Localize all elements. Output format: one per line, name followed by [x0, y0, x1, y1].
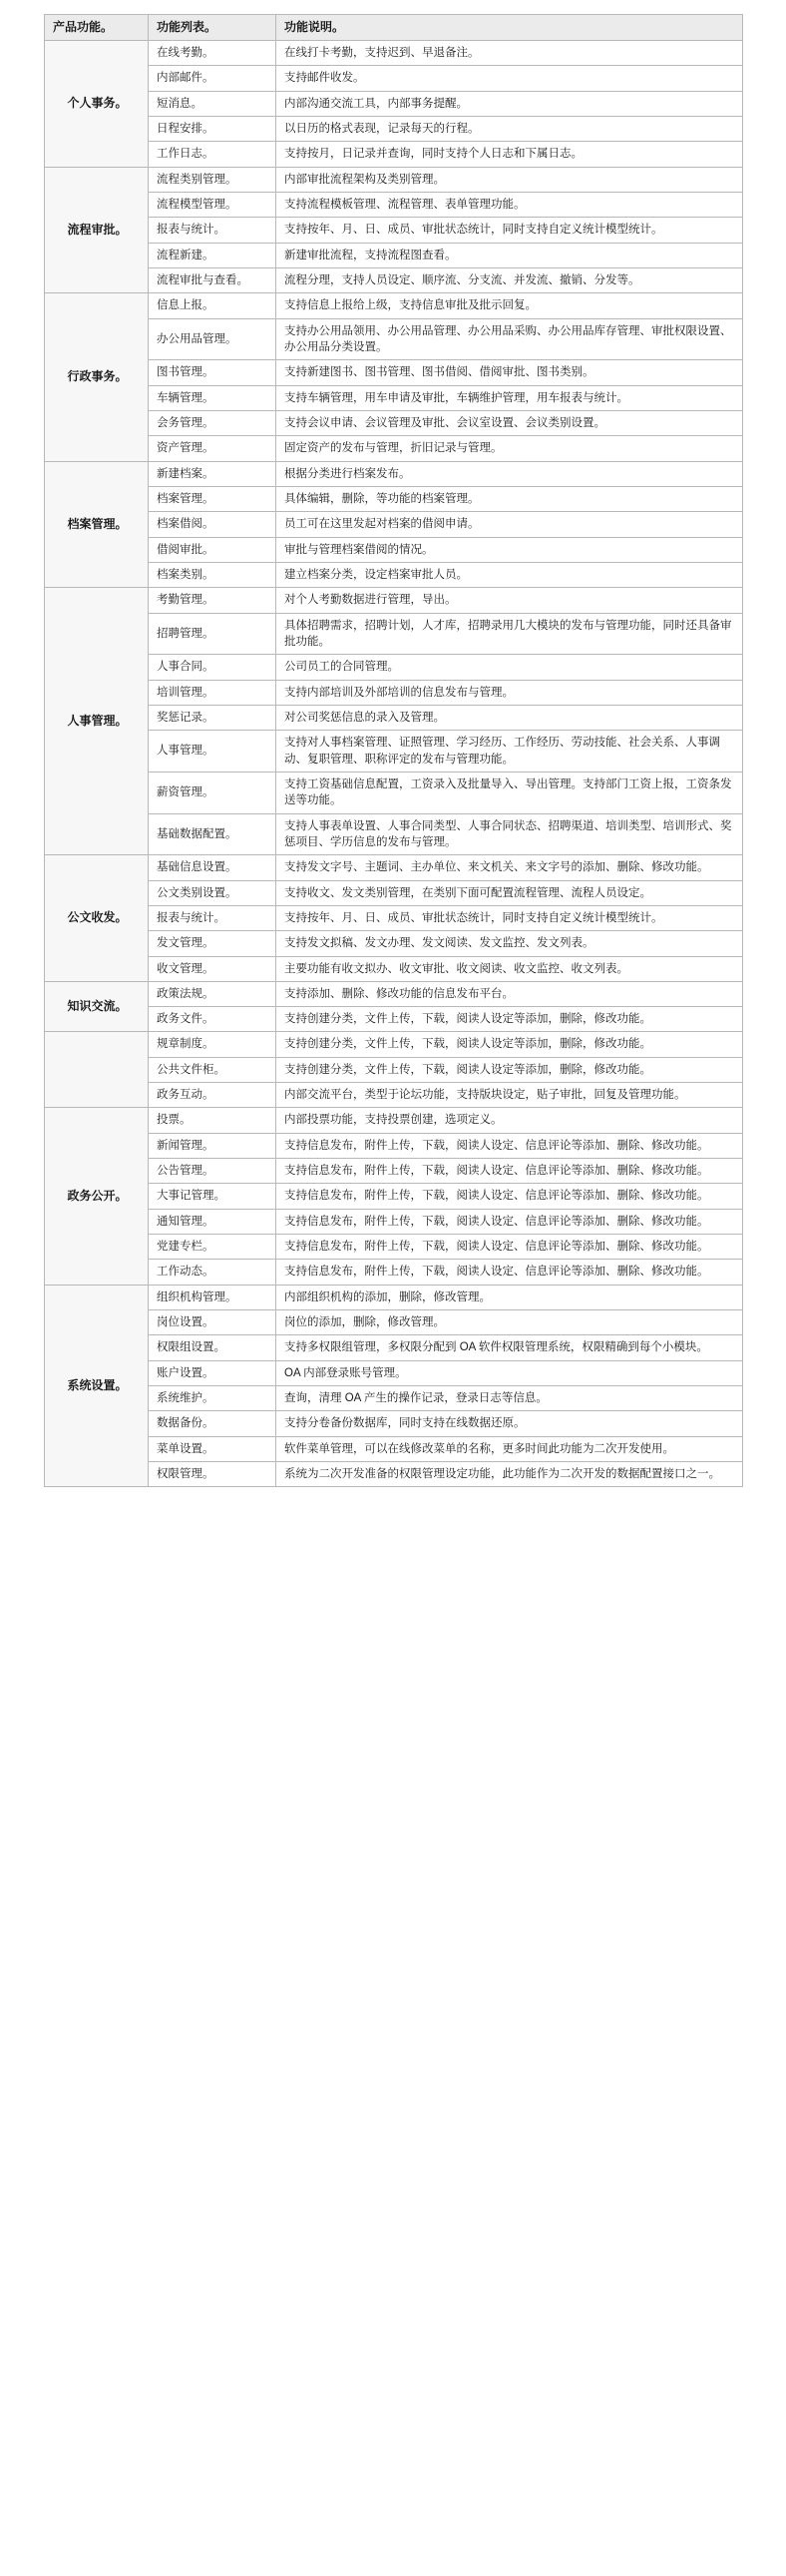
table-row — [45, 1360, 743, 1385]
table-row — [45, 267, 743, 292]
table-row — [45, 1235, 743, 1260]
function-item-cell: 账户设置。 — [149, 1360, 276, 1385]
column-header-function-description: 功能说明。 — [276, 15, 743, 41]
function-item-cell: 人事合同。 — [149, 655, 276, 680]
column-header-function-list: 功能列表。 — [149, 15, 276, 41]
function-description-cell: 支持按年、月、日、成员、审批状态统计，同时支持自定义统计模型统计。 — [276, 905, 743, 930]
product-feature-table — [44, 14, 743, 1487]
table-row — [45, 66, 743, 91]
function-item-cell: 招聘管理。 — [149, 613, 276, 655]
function-item-cell: 权限组设置。 — [149, 1335, 276, 1360]
function-item-cell: 档案借阅。 — [149, 512, 276, 537]
table-row — [45, 167, 743, 192]
table-row — [45, 1057, 743, 1082]
function-description-cell: 内部沟通交流工具，内部事务提醒。 — [276, 91, 743, 116]
function-description-cell: 支持新建图书、图书管理、图书借阅、借阅审批、图书类别。 — [276, 360, 743, 385]
function-item-cell: 系统维护。 — [149, 1386, 276, 1411]
table-header-row — [45, 15, 743, 41]
function-item-cell: 培训管理。 — [149, 680, 276, 705]
function-description-cell: 岗位的添加，删除，修改管理。 — [276, 1310, 743, 1335]
function-item-cell: 公告管理。 — [149, 1159, 276, 1184]
table-row — [45, 1285, 743, 1309]
function-description-cell: 支持按年、月、日、成员、审批状态统计，同时支持自定义统计模型统计。 — [276, 218, 743, 243]
function-description-cell: 支持信息发布，附件上传，下载，阅读人设定、信息评论等添加、删除、修改功能。 — [276, 1184, 743, 1209]
group-label-cell: 知识交流。 — [45, 981, 149, 1032]
function-description-cell: 内部组织机构的添加，删除，修改管理。 — [276, 1285, 743, 1309]
function-description-cell: 固定资产的发布与管理，折旧记录与管理。 — [276, 436, 743, 461]
table-row — [45, 486, 743, 511]
table-row — [45, 813, 743, 855]
table-row — [45, 41, 743, 66]
table-row — [45, 243, 743, 267]
function-item-cell: 档案管理。 — [149, 486, 276, 511]
table-row — [45, 512, 743, 537]
function-item-cell: 党建专栏。 — [149, 1235, 276, 1260]
function-item-cell: 发文管理。 — [149, 931, 276, 956]
function-item-cell: 会务管理。 — [149, 410, 276, 435]
function-description-cell: 支持信息发布，附件上传，下载，阅读人设定、信息评论等添加、删除、修改功能。 — [276, 1133, 743, 1158]
table-row — [45, 905, 743, 930]
function-item-cell: 奖惩记录。 — [149, 705, 276, 730]
function-item-cell: 新建档案。 — [149, 461, 276, 486]
function-item-cell: 大事记管理。 — [149, 1184, 276, 1209]
table-row — [45, 956, 743, 981]
group-label-cell: 档案管理。 — [45, 461, 149, 588]
column-header-product-function: 产品功能。 — [45, 15, 149, 41]
function-item-cell: 政务互动。 — [149, 1083, 276, 1108]
function-item-cell: 基础信息设置。 — [149, 855, 276, 880]
function-description-cell: 支持邮件收发。 — [276, 66, 743, 91]
function-description-cell: 建立档案分类，设定档案审批人员。 — [276, 562, 743, 587]
function-item-cell: 规章制度。 — [149, 1032, 276, 1057]
function-item-cell: 流程新建。 — [149, 243, 276, 267]
function-description-cell: 支持流程模板管理、流程管理、表单管理功能。 — [276, 193, 743, 218]
function-description-cell: 员工可在这里发起对档案的借阅申请。 — [276, 512, 743, 537]
function-description-cell: 主要功能有收文拟办、收文审批、收文阅读、收文监控、收文列表。 — [276, 956, 743, 981]
table-row — [45, 588, 743, 613]
function-item-cell: 组织机构管理。 — [149, 1285, 276, 1309]
function-description-cell: 支持多权限组管理，多权限分配到 OA 软件权限管理系统，权限精确到每个小模块。 — [276, 1335, 743, 1360]
function-description-cell: 支持发文字号、主题词、主办单位、来文机关、来文字号的添加、删除、修改功能。 — [276, 855, 743, 880]
function-description-cell: 以日历的格式表现，记录每天的行程。 — [276, 117, 743, 142]
table-body — [45, 41, 743, 1487]
table-row — [45, 680, 743, 705]
function-description-cell: 审批与管理档案借阅的情况。 — [276, 537, 743, 562]
function-item-cell: 菜单设置。 — [149, 1436, 276, 1461]
function-description-cell: 具体招聘需求，招聘计划，人才库，招聘录用几大模块的发布与管理功能，同时还具备审批功能。 — [276, 613, 743, 655]
table-row — [45, 1108, 743, 1133]
table-header — [45, 15, 743, 41]
table-row — [45, 218, 743, 243]
function-item-cell: 公共文件柜。 — [149, 1057, 276, 1082]
group-label-cell — [45, 1032, 149, 1108]
function-description-cell: 软件菜单管理，可以在线修改菜单的名称，更多时间此功能为二次开发使用。 — [276, 1436, 743, 1461]
function-description-cell: 支持信息发布，附件上传，下载，阅读人设定、信息评论等添加、删除、修改功能。 — [276, 1260, 743, 1285]
function-item-cell: 报表与统计。 — [149, 218, 276, 243]
function-description-cell: 支持创建分类，文件上传，下载，阅读人设定等添加，删除，修改功能。 — [276, 1057, 743, 1082]
table-row — [45, 193, 743, 218]
table-row — [45, 1007, 743, 1032]
function-description-cell: 支持按月，日记录并查询，同时支持个人日志和下属日志。 — [276, 142, 743, 167]
group-label-cell: 个人事务。 — [45, 41, 149, 168]
function-item-cell: 人事管理。 — [149, 731, 276, 773]
table-row — [45, 1310, 743, 1335]
table-row — [45, 613, 743, 655]
group-label-cell: 人事管理。 — [45, 588, 149, 855]
function-item-cell: 短消息。 — [149, 91, 276, 116]
function-description-cell: 支持人事表单设置、人事合同类型、人事合同状态、招聘渠道、培训类型、培训形式、奖惩项目、学历信息的发布与管理。 — [276, 813, 743, 855]
function-item-cell: 投票。 — [149, 1108, 276, 1133]
function-item-cell: 信息上报。 — [149, 293, 276, 318]
function-item-cell: 借阅审批。 — [149, 537, 276, 562]
table-row — [45, 772, 743, 813]
function-description-cell: 支持内部培训及外部培训的信息发布与管理。 — [276, 680, 743, 705]
function-description-cell: 支持办公用品领用、办公用品管理、办公用品采购、办公用品库存管理、审批权限设置、办公用品分类设置。 — [276, 318, 743, 360]
function-description-cell: 支持信息上报给上级，支持信息审批及批示回复。 — [276, 293, 743, 318]
table-row — [45, 142, 743, 167]
table-row — [45, 705, 743, 730]
function-description-cell: 支持会议申请、会议管理及审批、会议室设置、会议类别设置。 — [276, 410, 743, 435]
group-label-cell: 政务公开。 — [45, 1108, 149, 1285]
table-row — [45, 461, 743, 486]
table-row — [45, 880, 743, 905]
group-label-cell: 公文收发。 — [45, 855, 149, 982]
function-description-cell: 支持车辆管理，用车申请及审批，车辆维护管理，用车报表与统计。 — [276, 385, 743, 410]
table-row — [45, 931, 743, 956]
function-description-cell: 支持信息发布，附件上传，下载，阅读人设定、信息评论等添加、删除、修改功能。 — [276, 1159, 743, 1184]
function-item-cell: 工作日志。 — [149, 142, 276, 167]
function-description-cell: 支持发文拟稿、发文办理、发文阅读、发文监控、发文列表。 — [276, 931, 743, 956]
function-item-cell: 岗位设置。 — [149, 1310, 276, 1335]
function-description-cell: 在线打卡考勤，支持迟到、早退备注。 — [276, 41, 743, 66]
function-description-cell: 新建审批流程，支持流程图查看。 — [276, 243, 743, 267]
table-row — [45, 1386, 743, 1411]
function-item-cell: 车辆管理。 — [149, 385, 276, 410]
group-label-cell: 行政事务。 — [45, 293, 149, 461]
table-row — [45, 91, 743, 116]
table-row — [45, 1184, 743, 1209]
function-item-cell: 流程类别管理。 — [149, 167, 276, 192]
table-row — [45, 410, 743, 435]
function-item-cell: 薪资管理。 — [149, 772, 276, 813]
table-row — [45, 360, 743, 385]
table-row — [45, 117, 743, 142]
table-row — [45, 1159, 743, 1184]
table-row — [45, 1462, 743, 1487]
table-row — [45, 385, 743, 410]
table-row — [45, 1411, 743, 1436]
table-row — [45, 293, 743, 318]
table-row — [45, 855, 743, 880]
table-row — [45, 1209, 743, 1234]
table-row — [45, 1133, 743, 1158]
function-description-cell: 支持添加、删除、修改功能的信息发布平台。 — [276, 981, 743, 1006]
function-item-cell: 报表与统计。 — [149, 905, 276, 930]
function-description-cell: 内部交流平台，类型于论坛功能，支持版块设定，贴子审批，回复及管理功能。 — [276, 1083, 743, 1108]
function-description-cell: 支持信息发布，附件上传，下载，阅读人设定、信息评论等添加、删除、修改功能。 — [276, 1209, 743, 1234]
table-row — [45, 562, 743, 587]
function-item-cell: 新闻管理。 — [149, 1133, 276, 1158]
function-item-cell: 流程模型管理。 — [149, 193, 276, 218]
table-row — [45, 1436, 743, 1461]
group-label-cell: 系统设置。 — [45, 1285, 149, 1487]
function-item-cell: 权限管理。 — [149, 1462, 276, 1487]
table-row — [45, 537, 743, 562]
function-description-cell: 支持对人事档案管理、证照管理、学习经历、工作经历、劳动技能、社会关系、人事调动、复职管理、职称评定的发布与管理功能。 — [276, 731, 743, 773]
function-description-cell: 支持分卷备份数据库，同时支持在线数据还原。 — [276, 1411, 743, 1436]
function-item-cell: 政务文件。 — [149, 1007, 276, 1032]
function-item-cell: 日程安排。 — [149, 117, 276, 142]
table-row — [45, 1335, 743, 1360]
function-description-cell: 支持创建分类，文件上传，下载，阅读人设定等添加，删除，修改功能。 — [276, 1032, 743, 1057]
table-row — [45, 981, 743, 1006]
function-description-cell: 根据分类进行档案发布。 — [276, 461, 743, 486]
function-description-cell: 支持创建分类，文件上传，下载，阅读人设定等添加，删除，修改功能。 — [276, 1007, 743, 1032]
function-description-cell: 流程分理，支持人员设定、顺序流、分支流、并发流、撤销、分发等。 — [276, 267, 743, 292]
function-item-cell: 内部邮件。 — [149, 66, 276, 91]
function-item-cell: 收文管理。 — [149, 956, 276, 981]
function-description-cell: 具体编辑，删除，等功能的档案管理。 — [276, 486, 743, 511]
function-description-cell: 支持信息发布，附件上传，下载，阅读人设定、信息评论等添加、删除、修改功能。 — [276, 1235, 743, 1260]
function-description-cell: 对公司奖惩信息的录入及管理。 — [276, 705, 743, 730]
table-row — [45, 1032, 743, 1057]
function-item-cell: 图书管理。 — [149, 360, 276, 385]
function-description-cell: 查询，清理 OA 产生的操作记录，登录日志等信息。 — [276, 1386, 743, 1411]
function-description-cell: 公司员工的合同管理。 — [276, 655, 743, 680]
function-item-cell: 数据备份。 — [149, 1411, 276, 1436]
function-item-cell: 在线考勤。 — [149, 41, 276, 66]
function-description-cell: 系统为二次开发准备的权限管理设定功能，此功能作为二次开发的数据配置接口之一。 — [276, 1462, 743, 1487]
function-item-cell: 资产管理。 — [149, 436, 276, 461]
function-description-cell: 内部审批流程架构及类别管理。 — [276, 167, 743, 192]
table-row — [45, 436, 743, 461]
function-item-cell: 通知管理。 — [149, 1209, 276, 1234]
table-row — [45, 1083, 743, 1108]
function-description-cell: 对个人考勤数据进行管理，导出。 — [276, 588, 743, 613]
function-description-cell: 支持收文、发文类别管理，在类别下面可配置流程管理、流程人员设定。 — [276, 880, 743, 905]
function-item-cell: 公文类别设置。 — [149, 880, 276, 905]
table-row — [45, 655, 743, 680]
function-item-cell: 档案类别。 — [149, 562, 276, 587]
table-row — [45, 318, 743, 360]
table-row — [45, 1260, 743, 1285]
function-item-cell: 政策法规。 — [149, 981, 276, 1006]
group-label-cell: 流程审批。 — [45, 167, 149, 293]
function-item-cell: 基础数据配置。 — [149, 813, 276, 855]
function-item-cell: 办公用品管理。 — [149, 318, 276, 360]
function-description-cell: OA 内部登录账号管理。 — [276, 1360, 743, 1385]
function-item-cell: 流程审批与查看。 — [149, 267, 276, 292]
function-description-cell: 内部投票功能，支持投票创建，选项定义。 — [276, 1108, 743, 1133]
table-row — [45, 731, 743, 773]
function-description-cell: 支持工资基础信息配置，工资录入及批量导入、导出管理。支持部门工资上报，工资条发送等功能。 — [276, 772, 743, 813]
function-item-cell: 考勤管理。 — [149, 588, 276, 613]
function-item-cell: 工作动态。 — [149, 1260, 276, 1285]
